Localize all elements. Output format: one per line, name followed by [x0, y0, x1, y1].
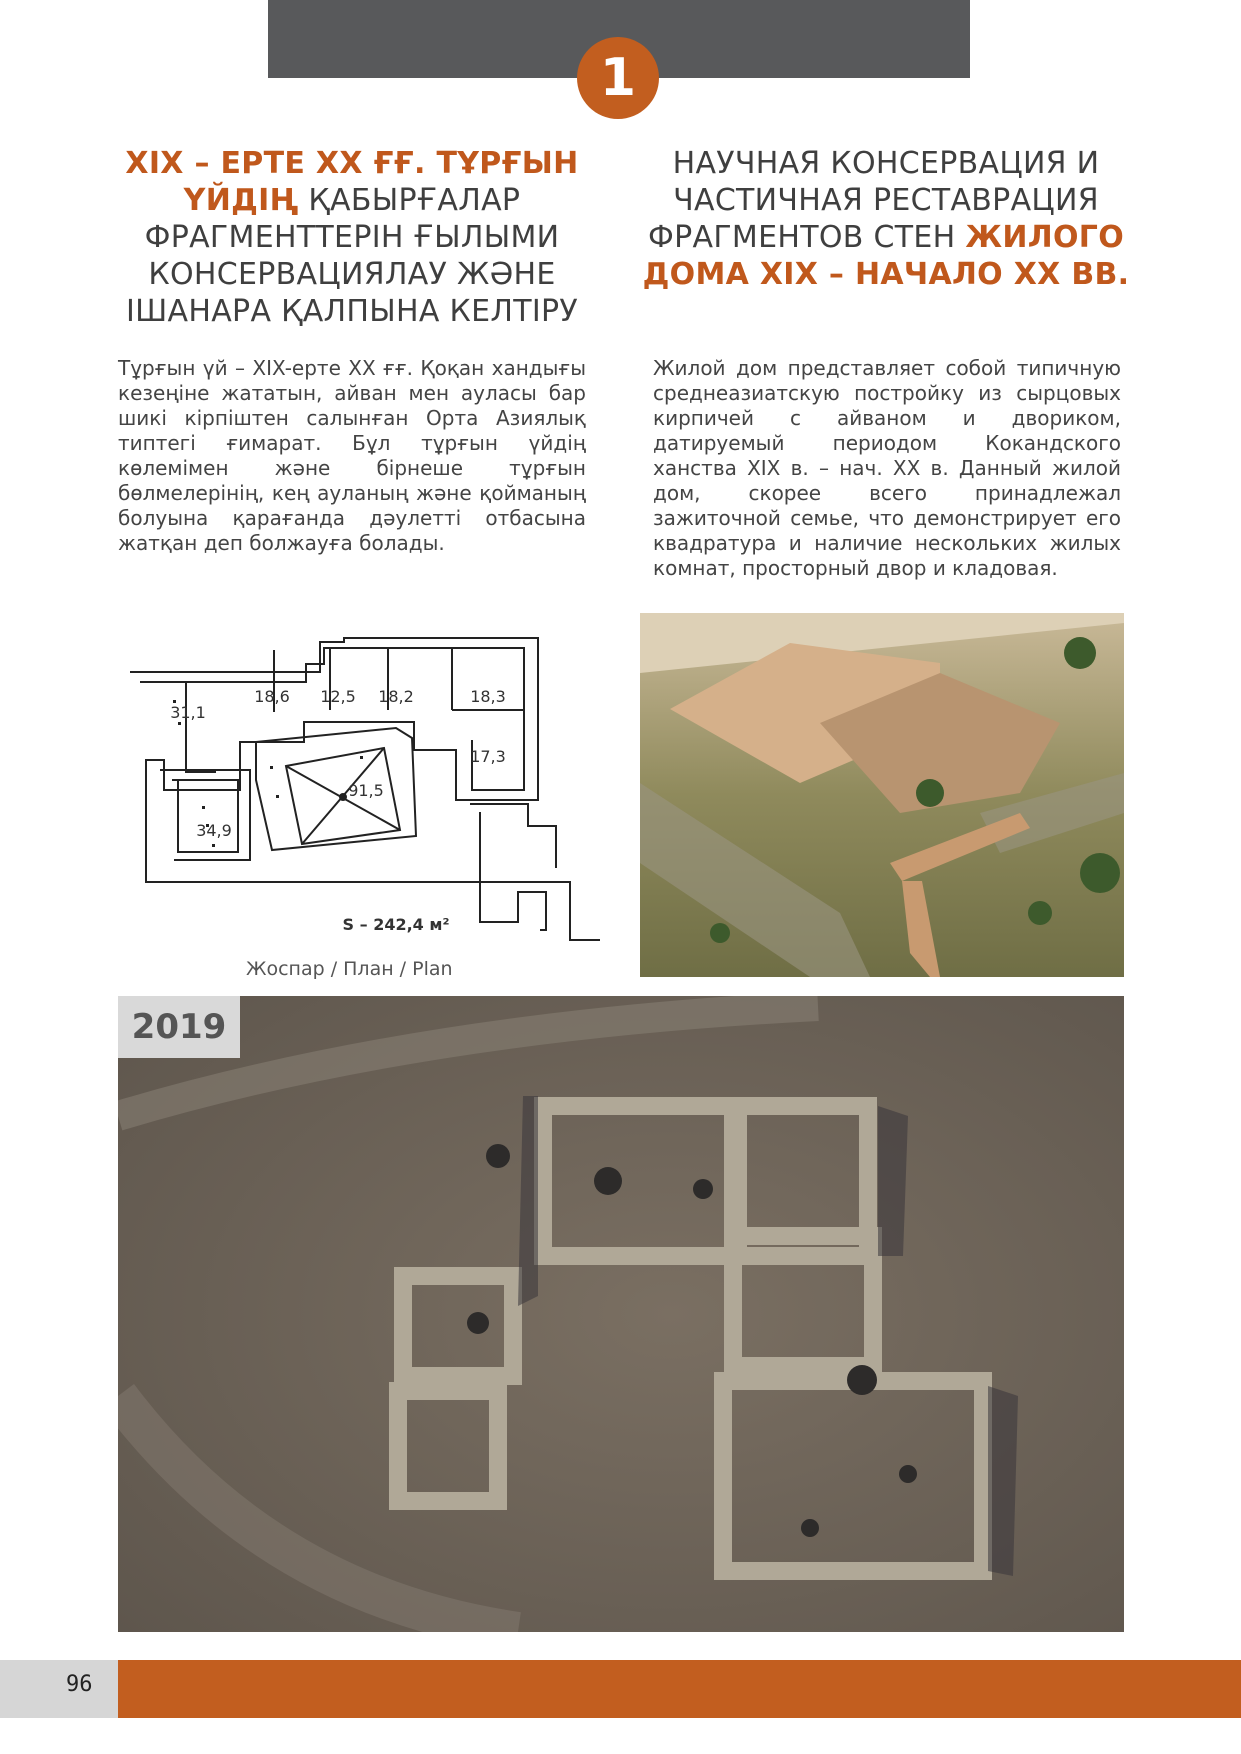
title-russian-plain: НАУЧНАЯ КОНСЕРВАЦИЯ И ЧАСТИЧНАЯ РЕСТАВРАЦИЯ ФРАГМЕНТОВ СТЕН: [648, 146, 1100, 255]
plan-area: S – 242,4 м²: [342, 915, 450, 934]
footer-bar: [118, 1660, 1241, 1718]
room-label: 91,5: [348, 781, 384, 800]
room-label: 12,5: [320, 687, 356, 706]
room-label: 18,3: [470, 687, 506, 706]
room-label: 18,6: [254, 687, 290, 706]
title-russian: [616, 145, 1156, 293]
floor-plan: [126, 630, 606, 950]
room-label: 34,9: [196, 821, 232, 840]
room-label: 17,3: [470, 747, 506, 766]
title-kazakh-rest: ҚАБЫРҒАЛАР ФРАГМЕНТТЕРІН ҒЫЛЫМИ КОНСЕРВАЦИЯЛАУ ЖӘНЕ ІШАНАРА ҚАЛПЫНА КЕЛТІРУ: [126, 183, 578, 329]
title-kazakh: [82, 145, 622, 330]
year-tag: 2019: [118, 996, 240, 1058]
reconstruction-render-image: [640, 613, 1124, 977]
aerial-photo-image: [118, 996, 1124, 1632]
title-russian-accent: ЖИЛОГО ДОМА XIX – НАЧАЛО XX ВВ.: [642, 220, 1130, 292]
room-label: 18,2: [378, 687, 414, 706]
body-text-kazakh: Тұрғын үй – XIX-ерте XX ғғ. Қоқан хандығы кезеңіне жататын, айван мен ауласы бар шикі кірпіштен салынған Орта Азиялық типтегі ғимарат. Бұл тұрғын үйдің көлемімен және бірнеше тұрғын бөлмелерінің, кең ауланың және қойманың болуына қарағанда дәулетті отбасына жатқан деп болжауға болады.: [118, 356, 586, 555]
page-number-box: [0, 1660, 118, 1718]
page-number: 96: [66, 1672, 93, 1697]
title-kazakh-accent: XIX – ЕРТЕ XX ҒҒ. ТҰРҒЫН ҮЙДІҢ: [125, 146, 579, 218]
plan-caption: Жоспар / План / Plan: [246, 958, 453, 980]
room-label: 31,1: [170, 703, 206, 722]
section-number-badge: 1: [577, 37, 659, 119]
body-text-russian: Жилой дом представляет собой типичную среднеазиатскую постройку из сырцовых кирпичей с айваном и двориком, датируемый периодом Кокандского ханства XIX в. – нач. XX в. Данный жилой дом, скорее всего принадлежал зажиточной семье, что демонстрирует его квадратура и наличие нескольких жилых комнат, просторный двор и кладовая.: [653, 356, 1121, 580]
